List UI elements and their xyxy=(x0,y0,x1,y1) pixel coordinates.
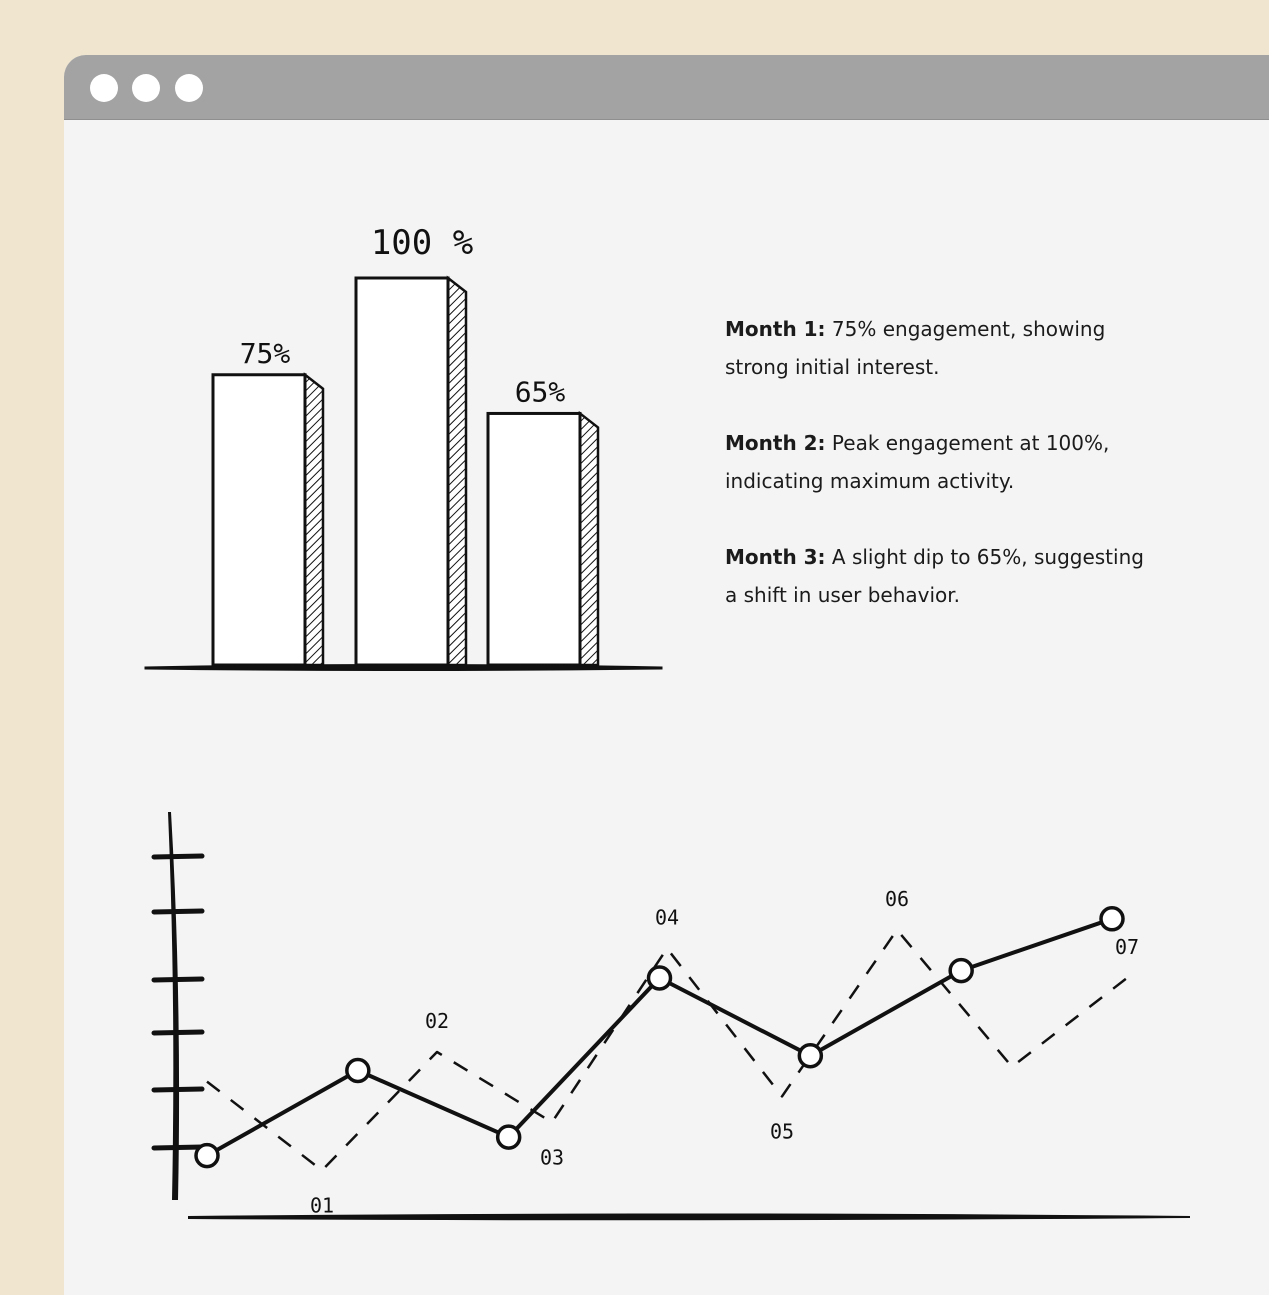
note-label: Month 2: xyxy=(725,431,826,455)
note-month-1 xyxy=(725,310,1145,386)
line-chart xyxy=(154,812,1190,1220)
dashed-point-label: 05 xyxy=(769,1119,795,1144)
x-axis xyxy=(188,1214,1190,1221)
notes-panel xyxy=(725,310,1145,652)
solid-series-point xyxy=(1101,908,1123,930)
dashed-point-label: 04 xyxy=(654,905,680,930)
solid-series-line xyxy=(207,919,1112,1156)
bar-side-shade xyxy=(305,375,323,665)
bar-month-3 xyxy=(488,413,580,665)
y-axis-tick xyxy=(154,856,202,857)
dashed-point-label: 06 xyxy=(884,886,910,911)
dashed-point-label: 02 xyxy=(424,1009,450,1033)
note-month-2 xyxy=(725,424,1145,500)
dashed-point-label: 07 xyxy=(1114,935,1140,959)
solid-series-point xyxy=(196,1145,218,1167)
bar-side-shade xyxy=(448,278,466,665)
note-text: A slight dip to 65%, suggesting a shift in user behavior. xyxy=(725,545,1144,607)
note-text: Peak engagement at 100%, indicating maximum activity. xyxy=(725,431,1110,493)
bar-value-label: 75% xyxy=(239,336,291,370)
note-label: Month 3: xyxy=(725,545,826,569)
bar-value-label: 100 % xyxy=(370,223,474,263)
y-axis-tick xyxy=(154,911,202,912)
bar-side-shade xyxy=(580,413,598,665)
note-month-3 xyxy=(725,538,1145,614)
solid-series-point xyxy=(799,1045,821,1067)
dashed-series-line xyxy=(207,930,1127,1171)
bar-value-label: 65% xyxy=(514,375,566,409)
y-axis-tick xyxy=(154,1147,202,1148)
bar-chart xyxy=(145,223,662,671)
note-text: 75% engagement, showing strong initial interest. xyxy=(725,317,1106,379)
dashed-point-label: 01 xyxy=(309,1193,335,1218)
dashed-point-label: 03 xyxy=(539,1145,565,1170)
solid-series-point xyxy=(950,960,972,982)
note-label: Month 1: xyxy=(725,317,826,341)
y-axis-tick xyxy=(154,1089,202,1090)
bar-month-1 xyxy=(213,375,305,665)
bar-baseline xyxy=(145,665,662,671)
solid-series-point xyxy=(347,1060,369,1082)
solid-series-point xyxy=(498,1126,520,1148)
solid-series-point xyxy=(649,967,671,989)
y-axis xyxy=(168,812,179,1200)
bar-month-2 xyxy=(356,278,448,665)
y-axis-tick xyxy=(154,979,202,980)
y-axis-tick xyxy=(154,1032,202,1033)
